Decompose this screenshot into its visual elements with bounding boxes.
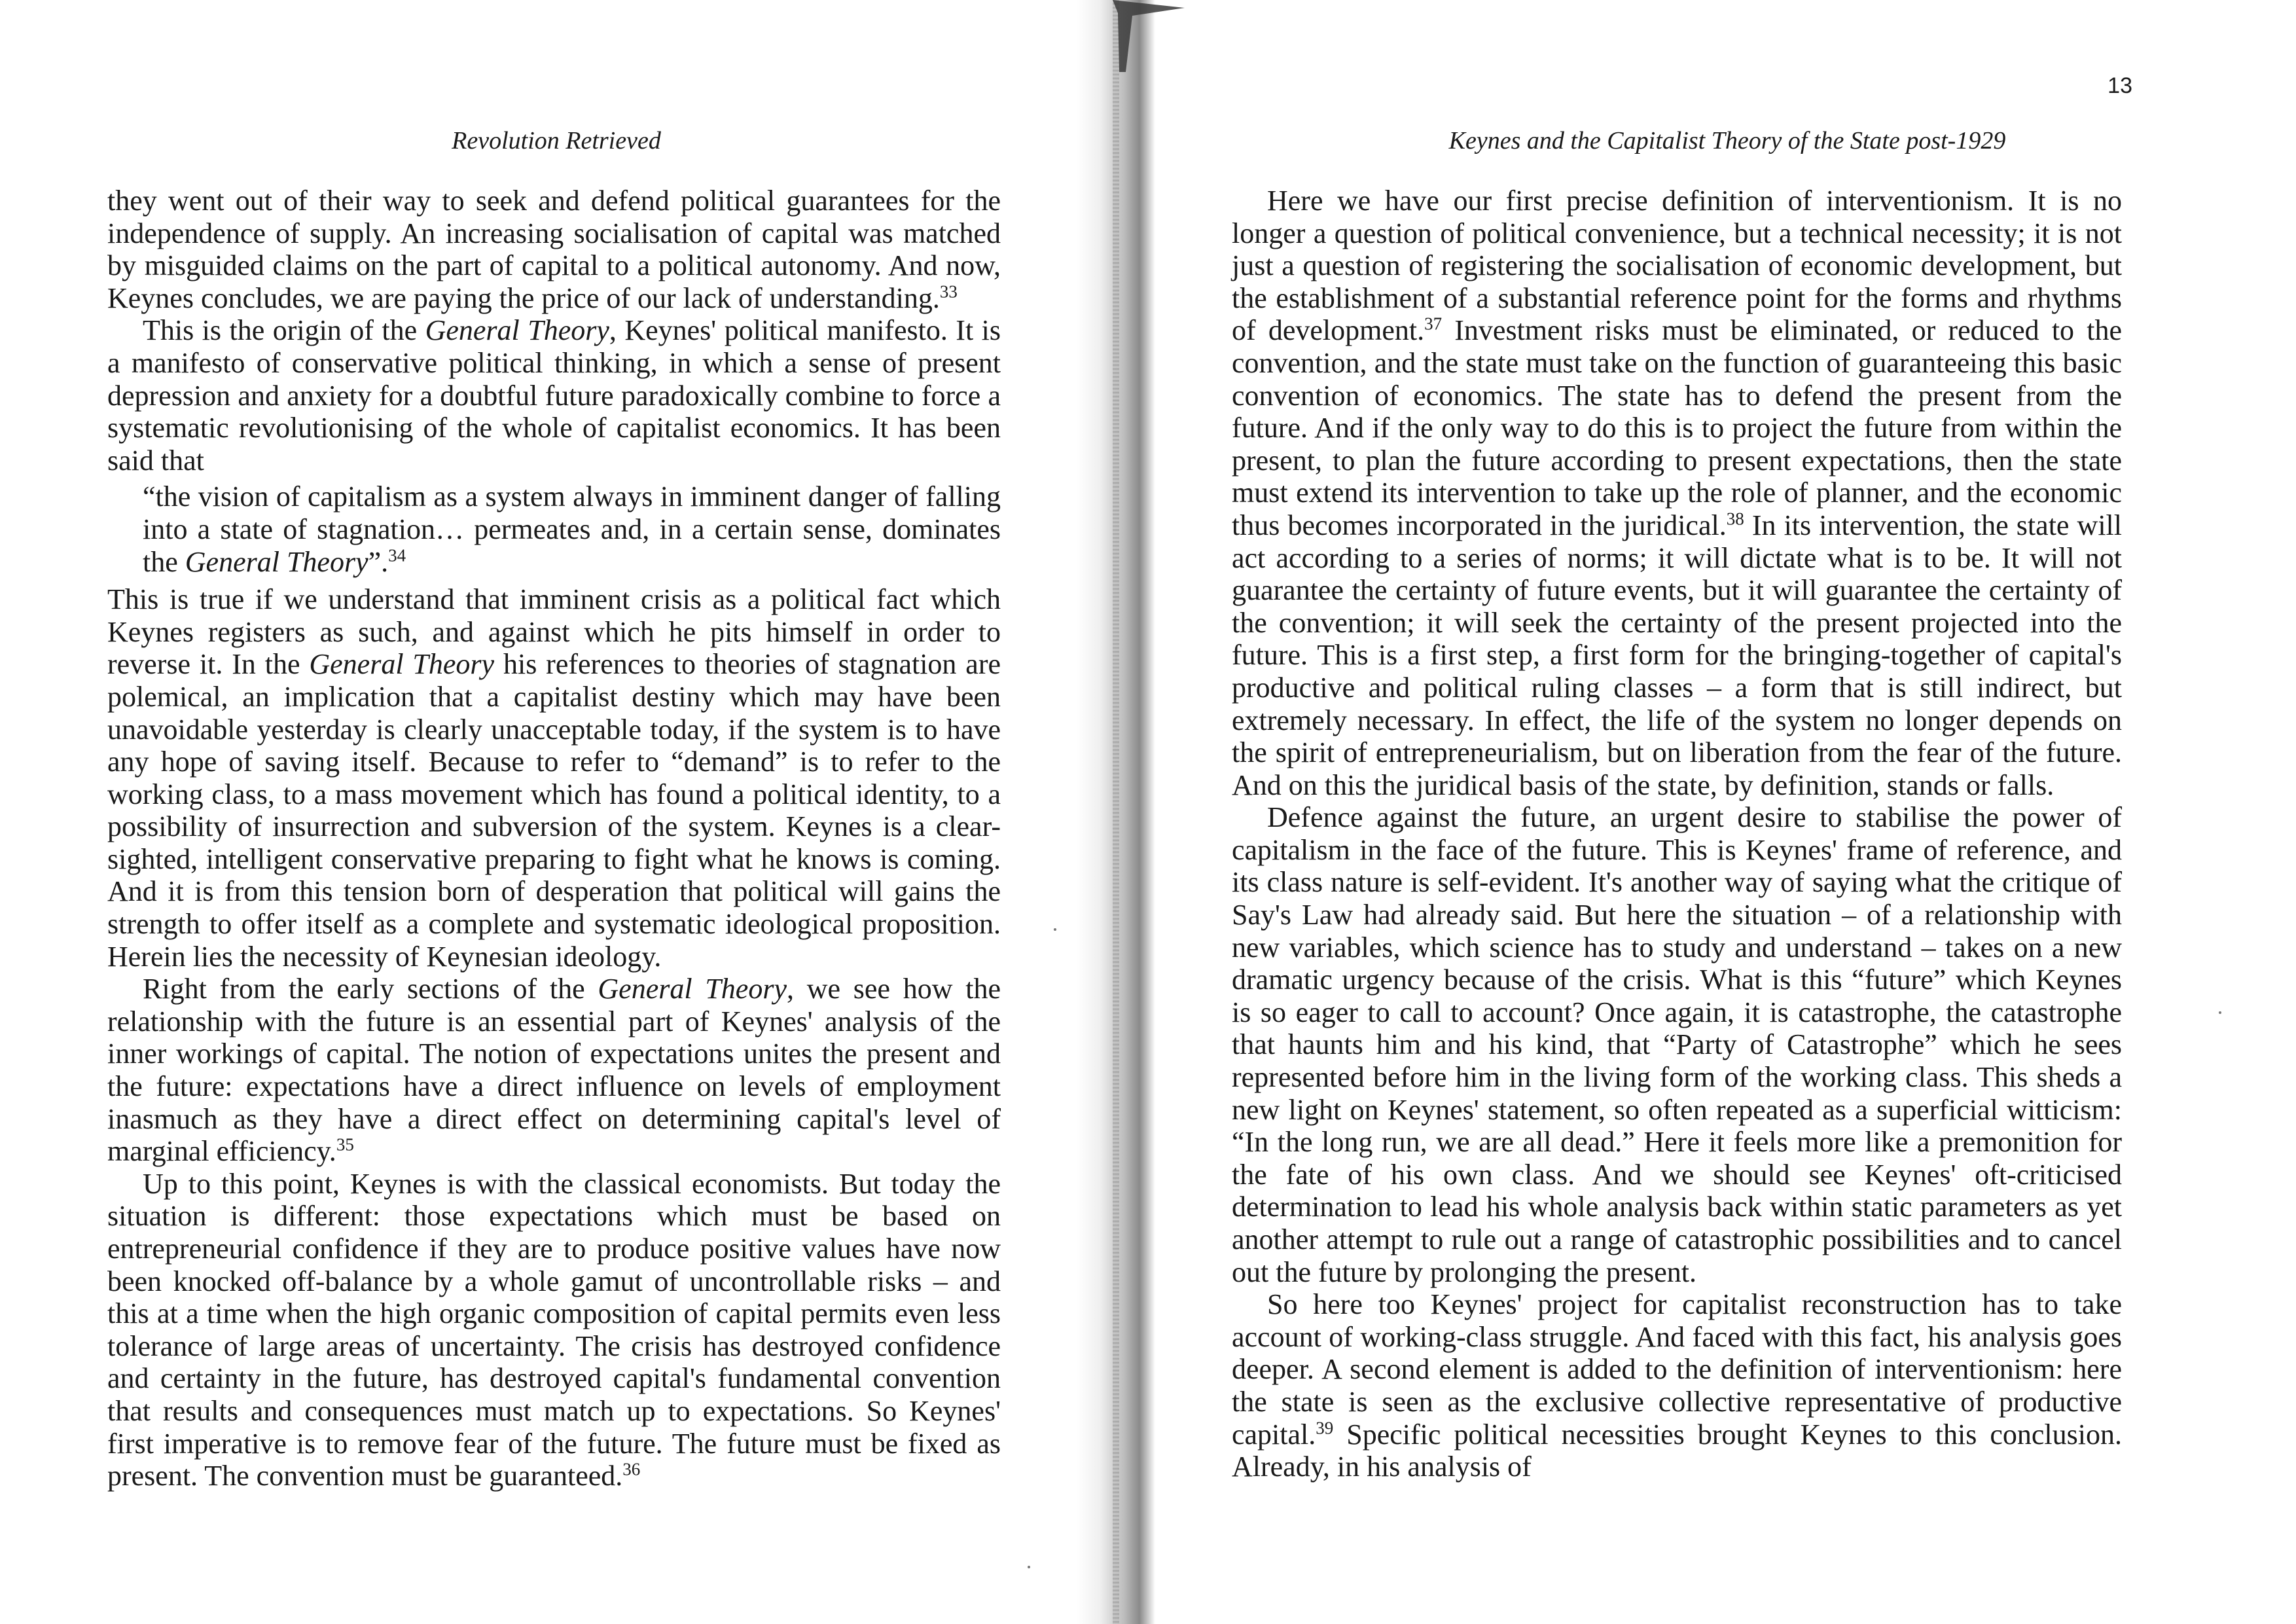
paragraph — [107, 185, 1001, 314]
paragraph — [107, 314, 1001, 477]
text-run: “the vision of capitalism as a system always in imminent danger of falling into a state of stagnation… permeates and, in a certain sense, dominates the — [143, 480, 1001, 578]
left-page — [0, 0, 1113, 1624]
paragraph — [1232, 185, 2122, 801]
text-run: This is the origin of the — [143, 314, 425, 347]
text-run: they went out of their way to seek and defend political guarantees for the independence of supply. An increasing socialisation of capital was matched by misguided claims on the part of capital to a political autonomy. And now, Keynes concludes, we are paying the price of our lack of understanding. — [107, 185, 1001, 314]
block-quote — [143, 480, 1001, 578]
paragraph — [1232, 1288, 2122, 1483]
footnote-ref: 37 — [1424, 314, 1443, 334]
left-body-text — [107, 185, 1001, 1492]
footnote-ref: 36 — [622, 1459, 641, 1479]
left-running-head: Revolution Retrieved — [452, 127, 661, 154]
text-run: Up to this point, Keynes is with the classical economists. But today the situation is different: those expectations which must be based on entrepreneurial confidence if they are to produce positive values have now been knocked off-balance by a whole gamut of uncontrollable risks – and this at a time when the high organic composition of capital permits even less tolerance of large areas of uncertainty. The crisis has destroyed confidence and certainty in the future, has destroyed capital's fundamental convention that results and consequences must match up to expectations. So Keynes' first imperative is to remove fear of the future. The future must be fixed as present. The convention must be guaranteed. — [107, 1167, 1001, 1492]
text-run: his references to theories of stagnation are polemical, an implication that a capitalist destiny which may have been unavoidable yesterday is clearly unacceptable today, if the system is to have any hope of saving itself. Because to refer to “demand” is to refer to the working class, to a mass movement which has found a political identity, to a possibility of insurrection and subversion of the system. Keynes is a clear-sighted, intelligent conservative preparing to fight what he knows is coming. And it is from this tension born of desperation that political will gains the strength to offer itself as a complete and systematic ideological proposition. Herein lies the necessity of Keynesian ideology. — [107, 648, 1001, 973]
page-number: 13 — [2108, 73, 2132, 98]
right-page — [1158, 0, 2296, 1624]
book-title: General Theory — [185, 545, 368, 578]
paragraph — [107, 583, 1001, 973]
footnote-ref: 34 — [388, 545, 406, 565]
text-run: In its intervention, the state will act according to a series of norms; it will dictate what is to be. It will not guarantee the certainty of future events, but it will guarantee the certainty of the convention; it will seek the certainty of the present projected into the future. This is a first step, a first form for the bringing-together of capital's productive and political ruling classes – a form that is still indirect, but extremely necessary. In effect, the life of the system no longer depends on the spirit of entrepreneurialism, but on liberation from the fear of the future. And on this the juridical basis of the state, by definition, stands or falls. — [1232, 509, 2122, 801]
scan-speck — [1028, 1566, 1030, 1568]
paragraph — [107, 973, 1001, 1168]
text-run: Right from the early sections of the — [143, 973, 598, 1005]
right-running-head: Keynes and the Capitalist Theory of the State post-1929 — [1448, 127, 2006, 154]
footnote-ref: 39 — [1316, 1417, 1334, 1437]
text-run: , Keynes' political manifesto. It is a manifesto of conservative political thinking, in which a sense of present depression and anxiety for a doubtful future paradoxically combine to force a systematic revolutionising of the whole of capitalist economics. It has been said that — [107, 314, 1001, 477]
right-body-text — [1232, 185, 2122, 1483]
paragraph — [107, 1168, 1001, 1492]
text-run: Specific political necessities brought Keynes to this conclusion. Already, in his analysis of — [1232, 1418, 2122, 1483]
text-run: Investment risks must be eliminated, or reduced to the convention, and the state must take on the function of guaranteeing this basic convention of economics. The state has to defend the present from the future. And if the only way to do this is to project the future from within the present, to plan the future according to present expectations, then the state must extend its intervention to take up the role of planner, and the economic thus becomes incorporated in the juridical. — [1232, 314, 2122, 541]
footnote-ref: 35 — [336, 1134, 354, 1155]
book-title: General Theory — [425, 314, 609, 347]
paragraph — [1232, 801, 2122, 1288]
footnote-ref: 38 — [1726, 509, 1744, 529]
book-title: General Theory — [598, 973, 787, 1005]
text-run: Defence against the future, an urgent desire to stabilise the power of capitalism in the face of the future. This is Keynes' frame of reference, and its class nature is self-evident. It's another way of saying what the critique of Say's Law had already said. But here the situation – of a relationship with new variables, which science has to study and understand – takes on a new dramatic urgency because of the crisis. What is this “future” which Keynes is so eager to call to account? Once again, it is catastrophe, the catastrophe that haunts him and his kind, that “Party of Catastrophe” which he sees represented before him in the living form of the working class. This sheds a new light on Keynes' statement, so often repeated as a superficial witticism: “In the long run, we are all dead.” Here it feels more like a premonition for the fate of his own class. And we should see Keynes' oft-criticised determination to lead his whole analysis back within static parameters as yet another attempt to rule out a range of catastrophic possibilities and to cancel out the future by prolonging the present. — [1232, 801, 2122, 1288]
text-run: , we see how the relationship with the future is an essential part of Keynes' analysis of the inner workings of capital. The notion of expectations unites the present and the future: expectations have a direct influence on levels of employment inasmuch as they have a direct effect on determining capital's level of marginal efficiency. — [107, 973, 1001, 1168]
text-run: So here too Keynes' project for capitalist reconstruction has to take account of working-class struggle. And faced with this fact, his analysis goes deeper. A second element is added to the definition of interventionism: here the state is seen as the exclusive collective representative of productive capital. — [1232, 1288, 2122, 1451]
scan-speck — [2219, 1011, 2221, 1014]
text-run: ”. — [368, 545, 389, 578]
page-edge-shadow — [1113, 0, 1119, 1624]
text-run: This is true if we understand that imminent crisis as a political fact which Keynes registers as such, and against which he pits himself in order to reverse it. In the — [107, 583, 1001, 681]
book-title: General Theory — [309, 648, 495, 681]
text-run: Here we have our first precise definition of interventionism. It is no longer a question of political convenience, but a technical necessity; it is not just a question of registering the socialisation of economic development, but the establishment of a substantial reference point for the forms and rhythms of development. — [1232, 185, 2122, 347]
footnote-ref: 33 — [939, 281, 958, 302]
scan-speck — [1054, 928, 1056, 931]
